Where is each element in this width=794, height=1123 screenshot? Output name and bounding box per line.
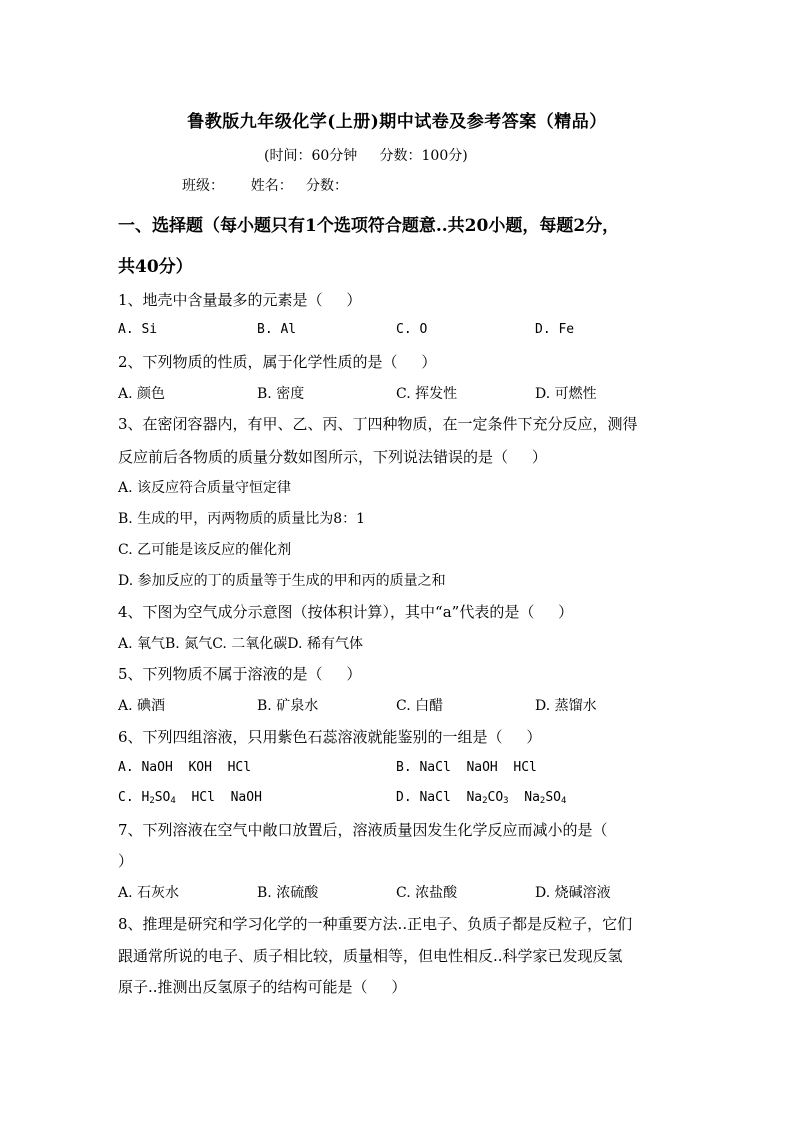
q4-options: A. 氧气B. 氮气C. 二氧化碳D. 稀有气体 (118, 636, 363, 652)
question-5-stem: 5、下列物质不属于溶液的是（ ） (118, 665, 362, 683)
q5-option-b: B. 矿泉水 (257, 698, 319, 714)
q6-option-b: B. NaCl NaOH HCl (396, 760, 537, 775)
question-8-stem: 8、推理是研究和学习化学的一种重要方法..正电子、负质子都是反粒子，它们 (118, 915, 633, 933)
q3-option-d: D. 参加反应的丁的质量等于生成的甲和丙的质量之和 (118, 573, 446, 589)
q1-option-a: A. Si (118, 322, 158, 337)
q7-option-c: C. 浓盐酸 (396, 885, 458, 901)
section-heading-cont: 共40分） (118, 257, 193, 277)
q7-option-d: D. 烧碱溶液 (535, 885, 611, 901)
question-3-stem-cont: 反应前后各物质的质量分数如图所示，下列说法错误的是（ ） (118, 448, 547, 466)
q2-option-d: D. 可燃性 (535, 386, 597, 402)
q2-option-a: A. 颜色 (118, 386, 166, 402)
q7-option-a: A. 石灰水 (118, 885, 180, 901)
q5-option-a: A. 碘酒 (118, 698, 166, 714)
question-1-stem: 1、地壳中含量最多的元素是（ ） (118, 291, 362, 309)
section-heading: 一、选择题（每小题只有1个选项符合题意..共20小题，每题2分， (118, 216, 620, 236)
time-score-line: (时间：60分钟 分数：100分) (264, 148, 468, 164)
question-8-stem-cont-1: 跟通常所说的电子、质子相比较，质量相等，但电性相反..科学家已发现反氢 (118, 947, 623, 965)
q7-option-b: B. 浓硫酸 (257, 885, 319, 901)
q6-option-d: D. NaCl $Na_2CO_3$ $Na_2SO_4$ (396, 790, 567, 806)
q6-option-a: A. NaOH KOH HCl (118, 760, 252, 775)
q1-option-d: D. Fe (535, 322, 575, 337)
q2-option-b: B. 密度 (257, 386, 305, 402)
question-3-stem: 3、在密闭容器内，有甲、乙、丙、丁四种物质，在一定条件下充分反应，测得 (118, 415, 638, 433)
q3-option-a: A. 该反应符合质量守恒定律 (118, 480, 292, 496)
question-7-stem-cont: ） (118, 852, 134, 870)
q1-option-c: C. O (396, 322, 428, 337)
question-7-stem: 7、下列溶液在空气中敞口放置后，溶液质量因发生化学反应而减小的是（ (118, 821, 608, 839)
student-info-line: 班级： 姓名： 分数： (182, 178, 349, 194)
question-8-stem-cont-2: 原子..推测出反氢原子的结构可能是（ ） (118, 978, 407, 996)
q2-option-c: C. 挥发性 (396, 386, 458, 402)
q3-option-b: B. 生成的甲，丙两物质的质量比为8：1 (118, 511, 366, 527)
question-4-stem: 4、下图为空气成分示意图（按体积计算），其中“a”代表的是（ ） (118, 603, 574, 621)
q6-option-c: C. $H_2SO_4$ HCl NaOH (118, 790, 262, 806)
q1-option-b: B. Al (257, 322, 297, 337)
question-2-stem: 2、下列物质的性质，属于化学性质的是（ ） (118, 353, 437, 371)
question-6-stem: 6、下列四组溶液，只用紫色石蕊溶液就能鉴别的一组是（ ） (118, 728, 542, 746)
q3-option-c: C. 乙可能是该反应的催化剂 (118, 542, 292, 558)
q5-option-c: C. 白醋 (396, 698, 444, 714)
q5-option-d: D. 蒸馏水 (535, 698, 597, 714)
page-title: 鲁教版九年级化学(上册)期中试卷及参考答案（精品） (187, 112, 607, 132)
